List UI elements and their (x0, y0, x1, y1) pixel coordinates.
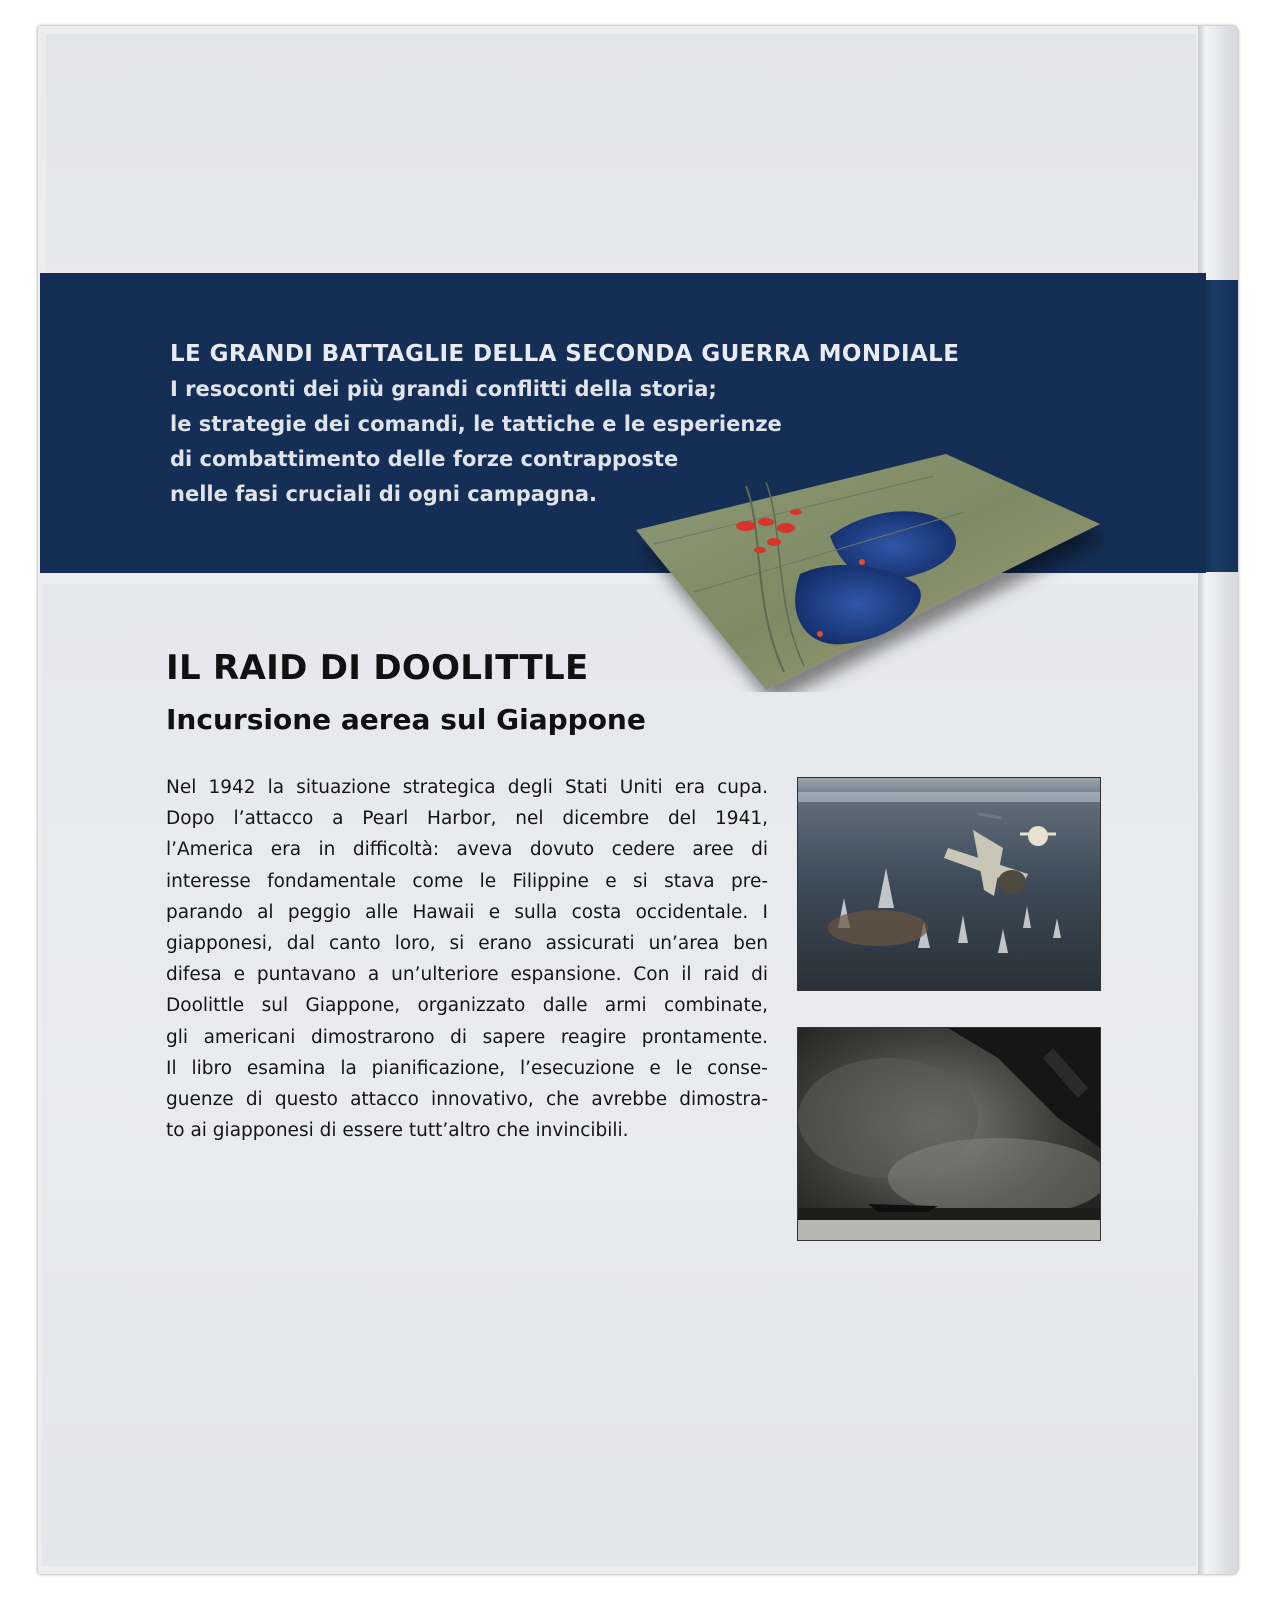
synopsis-line: Doolittle sul Giappone, organizzato dalle armi combinate, (166, 995, 768, 1017)
series-line: I resoconti dei più grandi conflitti della storia; (170, 377, 717, 401)
synopsis-line: parando al peggio alle Hawaii e sulla costa occidentale. I (166, 901, 768, 923)
synopsis-line: difesa e puntavano a un’ulteriore espansione. Con il raid di (166, 964, 768, 986)
synopsis-line: guenze di questo attacco innovativo, che avrebbe dimostra- (166, 1088, 768, 1110)
series-line: di combattimento delle forze contrapposte (170, 447, 679, 471)
synopsis-line: giapponesi, dal canto loro, si erano assicurati un’area ben (166, 932, 768, 954)
series-line: le strategie dei comandi, le tattiche e le esperienze (170, 412, 782, 436)
book-spine (1198, 26, 1238, 1574)
synopsis-line: Il libro esamina la pianificazione, l’esecuzione e le conse- (166, 1057, 768, 1079)
synopsis-line: interesse fondamentale come le Filippine e si stava pre- (166, 870, 768, 892)
dive-bomber-photo (797, 777, 1101, 991)
series-heading: LE GRANDI BATTAGLIE DELLA SECONDA GUERRA MONDIALE (170, 341, 960, 367)
battle-map-image (634, 452, 1104, 692)
synopsis-line: to ai giapponesi di essere tutt’altro che invincibili. (166, 1120, 629, 1142)
book-title: IL RAID DI DOOLITTLE (166, 648, 589, 688)
synopsis-line: Nel 1942 la situazione strategica degli Stati Uniti era cupa. (166, 777, 768, 798)
book-subtitle: Incursione aerea sul Giappone (166, 703, 646, 736)
series-line: nelle fasi cruciali di ogni campagna. (170, 482, 598, 506)
synopsis-line: Dopo l’attacco a Pearl Harbor, nel dicembre del 1941, (166, 808, 768, 830)
burning-ship-photo (797, 1027, 1101, 1241)
cover-top-panel (46, 34, 1196, 284)
synopsis (166, 772, 768, 1146)
synopsis-line: l’America era in difficoltà: aveva dovuto cedere aree di (166, 839, 768, 861)
synopsis-line: gli americani dimostrarono di sapere reagire prontamente. (166, 1026, 768, 1048)
